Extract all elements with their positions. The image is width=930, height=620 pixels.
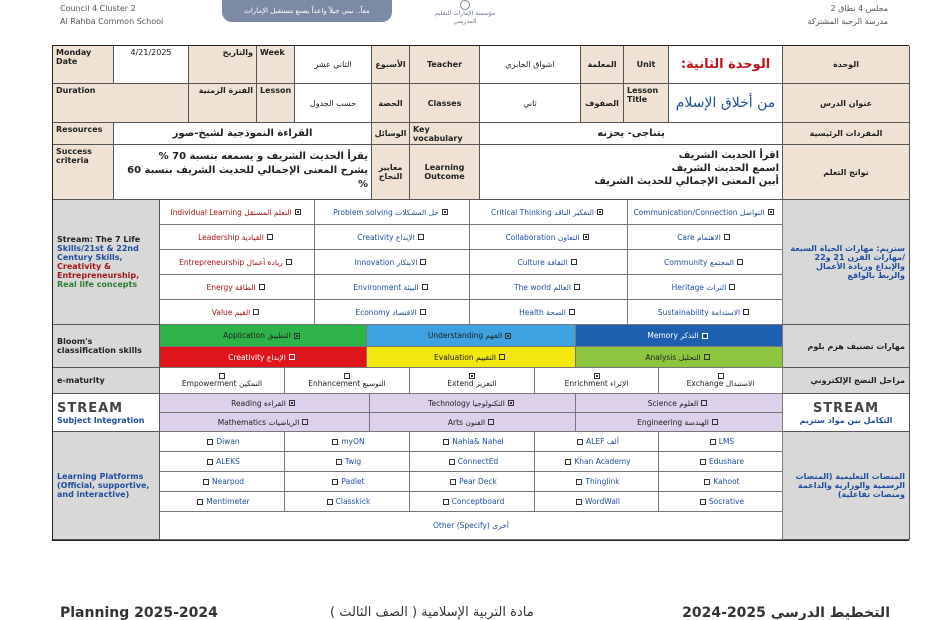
checkbox-icon	[597, 209, 603, 215]
stream-skills-label	[53, 200, 160, 325]
stream-skill-label: Leadership القيادية	[198, 232, 264, 242]
platform-other-label: Other (Specify) أخرى	[433, 521, 509, 530]
stream-skill-label: Problem solving حل المشكلات	[333, 207, 439, 217]
integration-technology-label: Technology التكنولوجيا	[428, 398, 505, 408]
checkbox-icon	[443, 439, 449, 445]
stream-label-line-3: Century Skills,	[57, 253, 123, 262]
platform-option[interactable]	[285, 452, 410, 472]
e-maturity-ar-label	[783, 368, 910, 394]
stream-skill-option[interactable]	[160, 200, 315, 225]
stream-skill-option[interactable]	[628, 225, 783, 250]
blooms-analysis[interactable]	[576, 347, 783, 368]
school-name-en: Al Rahba Common School	[60, 17, 164, 26]
platforms-label-line-1: Learning Platforms	[57, 472, 144, 481]
unit-value: الوحدة الثانية:	[669, 46, 783, 84]
stream-label-line-4: Creativity &	[57, 262, 111, 271]
platforms-ar-text: المنصات التعليمية (المنصات الرسمية والوزارية والداعمة ومنصات تفاعلية)	[795, 472, 905, 499]
teacher-label: Teacher	[410, 46, 480, 84]
blooms-understanding-label: Understanding الفهم	[427, 331, 503, 340]
key-vocab-ar-label: المفردات الرئيسية	[783, 123, 910, 145]
stream-skill-option[interactable]	[470, 200, 628, 225]
integration-engineering-label: Engineering الهندسة	[637, 417, 709, 427]
checkbox-icon	[450, 479, 456, 485]
checkbox-icon	[418, 234, 424, 240]
checkbox-icon	[197, 499, 203, 505]
stream-skill-option[interactable]	[628, 200, 783, 225]
platform-option[interactable]	[535, 452, 659, 472]
checkbox-icon	[327, 499, 333, 505]
session-ar-label: الفترة الزمنية	[189, 84, 257, 123]
learning-outcome-value	[480, 145, 783, 200]
council-text-ar: مجلس 4 نطاق 2	[830, 4, 888, 13]
date-value: 4/21/2025	[114, 46, 189, 84]
integration-engineering[interactable]	[576, 413, 783, 432]
platform-option-label: WordWall	[585, 497, 620, 506]
outcome-line-2: اسمع الحديث الشريف	[671, 163, 779, 174]
platform-option[interactable]	[659, 472, 783, 492]
checkbox-icon	[704, 354, 710, 360]
checkbox-icon	[700, 499, 706, 505]
platform-option-label: Socrative	[708, 497, 745, 506]
stream-skill-label: Collaboration التعاون	[505, 232, 580, 242]
stream-skill-label: Critical Thinking التفكير الناقد	[491, 207, 594, 217]
integration-reading[interactable]	[160, 394, 370, 413]
platform-option-label: Mentimeter	[206, 497, 250, 506]
checkbox-icon	[302, 419, 308, 425]
checkbox-icon	[505, 333, 511, 339]
key-vocab-label: Key vocabulary	[410, 123, 480, 145]
lesson-ar-label: الحصة	[372, 84, 410, 123]
checkbox-icon	[336, 459, 342, 465]
stream-label-line-1: Stream: The 7 Life	[57, 235, 141, 244]
checkbox-icon	[583, 234, 589, 240]
stream-skills-ar-label	[783, 200, 910, 325]
platform-option-label: Khan Academy	[574, 457, 631, 466]
learning-outcome-label: Learning Outcome	[410, 145, 480, 200]
checkbox-icon	[574, 284, 580, 290]
blooms-evaluation-label: Evaluation التقييم	[434, 352, 496, 362]
stream-skill-label: Communication/Connection التواصل	[633, 207, 765, 217]
stream-skill-option[interactable]	[628, 275, 783, 300]
checkbox-icon	[743, 309, 749, 315]
platforms-label-line-2: (Official, supportive,	[57, 481, 150, 490]
blooms-creativity-label: Creativity الإبداع	[228, 352, 286, 362]
success-ar-label: معايير النجاح	[372, 145, 410, 200]
e-maturity-text: e-maturity	[57, 376, 105, 385]
success-line-2: يشرح المعنى الإجمالي للحديث الشريف بنسبة 60 %	[127, 165, 368, 190]
integration-mathematics[interactable]	[160, 413, 370, 432]
learning-platforms-ar-label	[783, 432, 910, 540]
checkbox-icon	[700, 459, 706, 465]
subject-integration-label	[53, 394, 160, 432]
checkbox-icon	[207, 459, 213, 465]
classes-value: ثاني	[480, 84, 581, 123]
platform-option-label: Padlet	[341, 477, 365, 486]
platform-option[interactable]	[285, 472, 410, 492]
school-name-ar: مدرسة الرحبة المشتركة	[807, 17, 888, 26]
platform-option[interactable]	[659, 432, 783, 452]
lesson-plan-table	[52, 45, 909, 541]
subject-integration-text: Subject Integration	[57, 415, 145, 425]
checkbox-icon	[207, 439, 213, 445]
platform-option-label: Twig	[344, 457, 362, 466]
platform-option-label: Nahla& Nahel	[452, 437, 504, 446]
footer-subject: مادة التربية الإسلامية ( الصف الثالث )	[330, 605, 534, 620]
stream-skill-label: Health الصحة	[519, 307, 566, 317]
stream-skill-label: Community المجتمع	[664, 257, 734, 267]
checkbox-icon	[724, 234, 730, 240]
stream-skill-option[interactable]	[160, 250, 315, 275]
checkbox-icon	[594, 373, 600, 379]
stream-skill-label: Sustainability الاستدامة	[657, 307, 741, 317]
platform-option-label: Nearpod	[211, 477, 244, 486]
checkbox-icon	[576, 479, 582, 485]
platform-option[interactable]	[160, 452, 285, 472]
stream-skill-label: Entrepreneurship ريادة أعمال	[179, 257, 283, 267]
stream-logo-ar: STREAM	[812, 400, 880, 416]
checkbox-icon	[710, 439, 716, 445]
checkbox-icon	[768, 209, 774, 215]
success-criteria-label: Success criteria	[53, 145, 114, 200]
stream-skill-option[interactable]	[628, 250, 783, 275]
checkbox-icon	[729, 284, 735, 290]
outcome-line-3: أبين المعنى الإجمالي للحديث الشريف	[594, 176, 779, 187]
stream-skill-option[interactable]	[470, 300, 628, 325]
school-header-ar	[808, 2, 889, 28]
checkbox-icon	[442, 209, 448, 215]
subject-integration-ar-text: التكامل بين مواد ستريم	[799, 415, 893, 425]
checkbox-icon	[219, 373, 225, 379]
stream-label-line-2: Skills/21st & 22nd	[57, 244, 139, 253]
foundation-logo-icon	[460, 0, 470, 10]
checkbox-icon	[571, 259, 577, 265]
platform-option-label: Pear Deck	[459, 477, 497, 486]
outcome-line-1: اقرأ الحديث الشريف	[678, 150, 779, 161]
stream-label-line-6: Real life concepts	[57, 280, 138, 289]
key-vocab-value: يتناجى- يحزنه	[480, 123, 783, 145]
lesson-title-label: Lesson Title	[624, 84, 669, 123]
checkbox-icon	[286, 259, 292, 265]
stream-logo-en: STREAM	[57, 400, 124, 416]
blooms-evaluation[interactable]	[367, 347, 576, 368]
platform-option[interactable]	[285, 432, 410, 452]
learning-outcome-ar-label: نواتج التعلم	[783, 145, 910, 200]
teacher-ar-label: المعلمة	[581, 46, 624, 84]
platform-option[interactable]	[659, 452, 783, 472]
platform-option[interactable]	[160, 432, 285, 452]
classes-ar-label: الصفوف	[581, 84, 624, 123]
platform-option-label: Edushare	[708, 457, 745, 466]
stream-skill-label: Innovation الابتكار	[354, 257, 418, 267]
platforms-label-line-3: and interactive)	[57, 490, 130, 499]
checkbox-icon	[737, 259, 743, 265]
checkbox-icon	[565, 459, 571, 465]
checkbox-icon	[289, 354, 295, 360]
stream-skill-option[interactable]	[470, 250, 628, 275]
success-criteria-value	[114, 145, 372, 200]
checkbox-icon	[704, 479, 710, 485]
council-text: Council 4 Cluster 2	[60, 4, 136, 13]
stream-skill-option[interactable]	[315, 250, 470, 275]
platform-option-label: Diwan	[216, 437, 240, 446]
checkbox-icon	[469, 373, 475, 379]
lesson-value: حسب الجدول	[295, 84, 372, 123]
e-maturity-label	[53, 368, 160, 394]
platform-option[interactable]	[410, 492, 535, 512]
week-ar-label: الأسبوع	[372, 46, 410, 84]
platform-option-label: Kahoot	[713, 477, 740, 486]
platform-option[interactable]	[535, 432, 659, 452]
stream-skill-label: Environment البيئة	[353, 282, 419, 292]
checkbox-icon	[344, 373, 350, 379]
checkbox-icon	[576, 499, 582, 505]
stream-skill-label: Creativity الإبداع	[357, 232, 415, 242]
checkbox-icon	[332, 479, 338, 485]
checkbox-icon	[267, 234, 273, 240]
e-maturity-option[interactable]	[285, 368, 410, 394]
checkbox-icon	[422, 284, 428, 290]
stream-skill-option[interactable]	[160, 275, 315, 300]
checkbox-icon	[259, 284, 265, 290]
blooms-memory-label: Memory التذكر	[647, 331, 699, 340]
blooms-application[interactable]	[160, 325, 367, 347]
platform-option-label: LMS	[718, 437, 735, 446]
checkbox-icon	[577, 439, 583, 445]
e-maturity-option[interactable]	[535, 368, 659, 394]
e-maturity-option-label: Extend التعزيز	[447, 379, 497, 388]
checkbox-icon	[420, 309, 426, 315]
stream-skill-option[interactable]	[470, 225, 628, 250]
school-header-en	[60, 2, 163, 28]
stream-skill-option[interactable]	[470, 275, 628, 300]
stream-skill-option[interactable]	[160, 225, 315, 250]
emirates-foundation-logo	[430, 0, 500, 24]
checkbox-icon	[702, 333, 708, 339]
lesson-title-ar-label: عنوان الدرس	[783, 84, 910, 123]
duration-label: Duration	[53, 84, 189, 123]
platform-option[interactable]	[659, 492, 783, 512]
blooms-analysis-label: Analysis التحليل	[645, 352, 701, 362]
checkbox-icon	[420, 259, 426, 265]
platform-option-label: ALEKS	[216, 457, 240, 466]
stream-skill-label: The world العالم	[514, 282, 571, 292]
classes-label: Classes	[410, 84, 480, 123]
stream-ar-text: ستريم: مهارات الحياة السبعة /مهارات القرن 21 و22 والإبداع وريادة الأعمال والربط بالواقع	[790, 244, 905, 280]
platform-option[interactable]	[410, 452, 535, 472]
success-line-1: يقرأ الحديث الشريف و يسمعه بنسبة 70 %	[158, 151, 368, 162]
blooms-understanding[interactable]	[367, 325, 576, 347]
footer-planning-en: Planning 2025-2024	[60, 605, 218, 620]
e-maturity-option[interactable]	[410, 368, 535, 394]
day-date-label: Monday Date	[53, 46, 114, 84]
blooms-label-line-1: Bloom's	[57, 337, 93, 346]
checkbox-icon	[701, 400, 707, 406]
checkbox-icon	[289, 400, 295, 406]
stream-skill-label: Value القيم	[211, 307, 251, 317]
lesson-label: Lesson	[257, 84, 295, 123]
blooms-label-line-2: classification skills	[57, 346, 142, 355]
blooms-ar-label	[783, 325, 910, 368]
stream-skill-label: Economy الاقتصاد	[355, 307, 417, 317]
platform-option-label: myON	[341, 437, 365, 446]
subject-integration-ar-label	[783, 394, 910, 432]
stream-skill-option[interactable]	[315, 200, 470, 225]
resources-value: القراءة النموذجية لشيخ-صور	[114, 123, 372, 145]
resources-ar-label: الوسائل	[372, 123, 410, 145]
blooms-ar-text: مهارات تصنيف هرم بلوم	[807, 341, 905, 351]
integration-arts[interactable]	[370, 413, 576, 432]
blooms-application-label: Application التطبيق	[223, 331, 291, 340]
resources-label: Resources	[53, 123, 114, 145]
platform-option[interactable]	[410, 472, 535, 492]
blooms-memory[interactable]	[576, 325, 783, 347]
footer-planning-ar: التخطيط الدرسي 2025-2024	[682, 605, 890, 620]
checkbox-icon	[488, 419, 494, 425]
stream-skill-option[interactable]	[315, 300, 470, 325]
learning-platforms-label	[53, 432, 160, 540]
e-maturity-option-label: Empowerment التمكين	[181, 379, 263, 388]
e-maturity-ar-text: مراحل النضج الإلكتروني	[810, 376, 905, 385]
stream-skill-option[interactable]	[315, 275, 470, 300]
platform-option[interactable]	[535, 492, 659, 512]
platform-other[interactable]	[160, 512, 783, 540]
checkbox-icon	[295, 209, 301, 215]
integration-reading-label: Reading القراءة	[231, 398, 286, 408]
checkbox-icon	[443, 499, 449, 505]
stream-skill-label: Individual Learning التعلم المستقل	[170, 207, 292, 217]
stream-skill-option[interactable]	[160, 300, 315, 325]
checkbox-icon	[332, 439, 338, 445]
stream-skill-option[interactable]	[315, 225, 470, 250]
platform-option-label: Conceptboard	[451, 497, 505, 506]
checkbox-icon	[203, 479, 209, 485]
checkbox-icon	[569, 309, 575, 315]
integration-science-label: Science العلوم	[647, 398, 699, 408]
integration-technology[interactable]	[370, 394, 576, 413]
checkbox-icon	[508, 400, 514, 406]
lesson-title-value: من أخلاق الإسلام	[669, 84, 783, 123]
platform-option[interactable]	[535, 472, 659, 492]
stream-label-line-5: Entrepreneurship,	[57, 271, 140, 280]
platform-option[interactable]	[160, 492, 285, 512]
platform-option-label: Classkick	[335, 497, 371, 506]
week-label: Week	[257, 46, 295, 84]
integration-science[interactable]	[576, 394, 783, 413]
unit-label: Unit	[624, 46, 669, 84]
stream-skill-label: Culture الثقافة	[517, 257, 568, 267]
slogan-banner: معاً.. نبني جيلاً واعداً يصنع مستقبل الإمارات	[222, 0, 392, 22]
date-ar-label: والتاريخ	[189, 46, 257, 84]
platform-option-label: Thinglink	[585, 477, 620, 486]
platform-option[interactable]	[410, 432, 535, 452]
e-maturity-option[interactable]	[659, 368, 783, 394]
checkbox-icon	[712, 419, 718, 425]
integration-arts-label: Arts الفنون	[447, 417, 486, 427]
checkbox-icon	[499, 354, 505, 360]
e-maturity-option-label: Enrichment الإثراء	[564, 379, 629, 388]
checkbox-icon	[449, 459, 455, 465]
integration-mathematics-label: Mathematics الرياضيات	[217, 417, 300, 427]
e-maturity-option[interactable]	[160, 368, 285, 394]
stream-skill-label: Energy الطاقة	[206, 282, 256, 292]
checkbox-icon	[718, 373, 724, 379]
stream-skill-label: Heritage التراث	[671, 282, 727, 292]
e-maturity-option-label: Enhancement التوسيع	[308, 379, 386, 388]
blooms-creativity[interactable]	[160, 347, 367, 368]
platform-option[interactable]	[285, 492, 410, 512]
platform-option-label: ConnectEd	[457, 457, 499, 466]
checkbox-icon	[253, 309, 259, 315]
checkbox-icon	[294, 333, 300, 339]
blooms-label	[53, 325, 160, 368]
week-value: الثاني عشر	[295, 46, 372, 84]
stream-skill-option[interactable]	[628, 300, 783, 325]
platform-option[interactable]	[160, 472, 285, 492]
e-maturity-option-label: Exchange الاستبدال	[686, 379, 755, 388]
stream-skill-label: Care الاهتمام	[677, 232, 721, 242]
teacher-value: اشواق الجابري	[480, 46, 581, 84]
logo-text: مؤسسة الإمارات للتعليم المدرسي	[434, 10, 496, 25]
platform-option-label: ALEF ألف	[586, 437, 619, 446]
unit-ar-label: الوحدة	[783, 46, 910, 84]
